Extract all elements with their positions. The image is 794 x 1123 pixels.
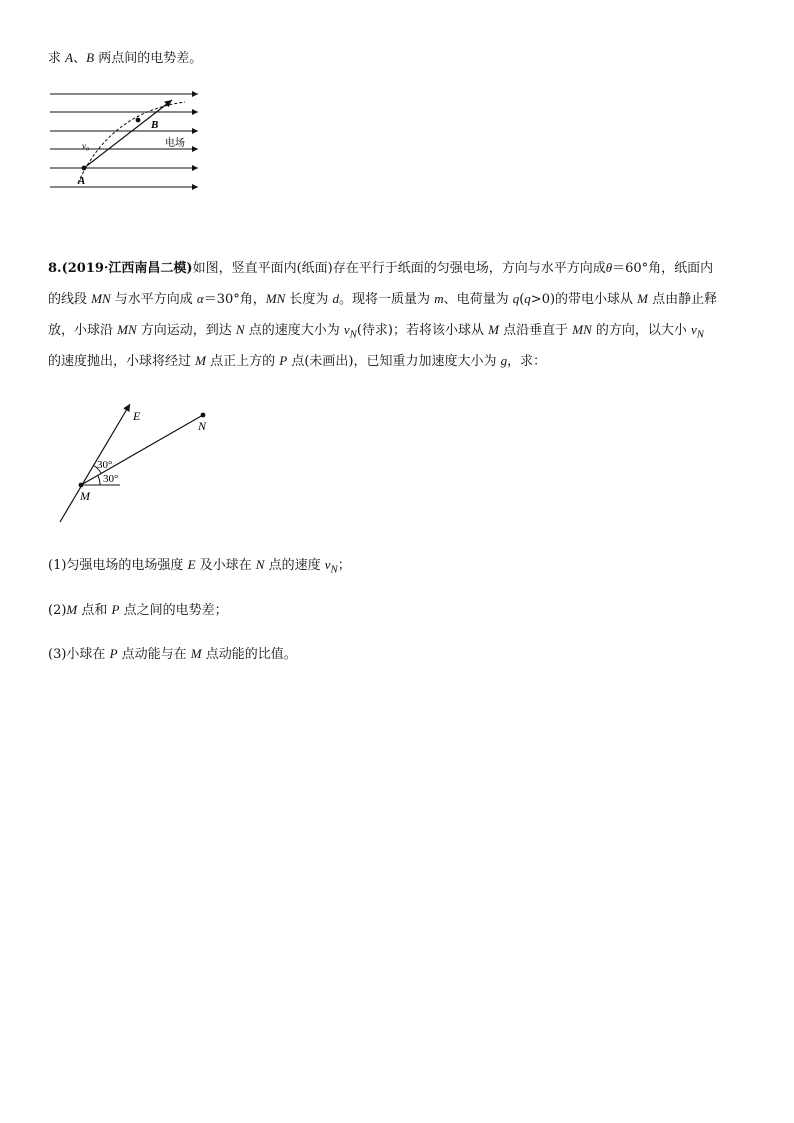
text-run: 点正上方的: [205, 354, 280, 369]
text-run: 的速度抛出，小球将经过: [48, 354, 196, 369]
label-a: A: [78, 175, 86, 187]
question-1: [48, 555, 351, 580]
text-run: ＝60°角，纸面内: [612, 261, 714, 276]
symbol-theta: θ: [605, 260, 613, 275]
text-run: (2): [48, 603, 67, 618]
text-run: 点之间的电势差；: [119, 603, 228, 618]
text-run: 、电荷量为: [443, 292, 513, 307]
symbol-p: P: [111, 602, 120, 617]
label-field: 电场: [165, 138, 185, 149]
point-n-dot: [201, 413, 206, 418]
text-run: 与水平方向成: [110, 292, 197, 307]
text-run: 放，小球沿: [48, 323, 118, 338]
point-a-ref: A: [65, 50, 74, 65]
text-run: (: [519, 292, 525, 307]
symbol-m-point: M: [66, 602, 78, 617]
text-run: 、: [73, 51, 87, 66]
text-run: 的线段: [48, 292, 92, 307]
problem-number: 8.: [48, 261, 62, 276]
text-run: 长度为: [285, 292, 333, 307]
symbol-m: m: [434, 291, 444, 306]
symbol-q: q: [512, 291, 520, 306]
symbol-m-point: M: [488, 322, 499, 337]
text-run: 。现将一质量为: [339, 292, 435, 307]
symbol-m-point: M: [190, 646, 202, 661]
symbol-q: q: [524, 291, 531, 306]
symbol-mn: MN: [572, 322, 592, 337]
problem-source: (2019·江西南昌二模): [61, 261, 193, 276]
symbol-n: N: [255, 557, 265, 572]
symbol-mn: MN: [91, 291, 111, 306]
symbol-v: v: [324, 557, 331, 572]
symbol-v: v: [691, 322, 697, 337]
text-run: 点的速度大小为: [244, 323, 344, 338]
text-run: 点动能与在: [117, 647, 191, 662]
text-run: 点由静止释: [648, 292, 718, 307]
text-run: >0)的带电小球从: [530, 292, 638, 307]
symbol-mn: MN: [117, 322, 137, 337]
text-run: 两点间的电势差。: [94, 51, 203, 66]
subscript-n: N: [349, 328, 357, 341]
text-run: 如图，竖直平面内(纸面)存在平行于纸面的匀强电场，方向与水平方向成: [192, 261, 606, 276]
subscript-n: N: [696, 328, 705, 341]
text-run: ，求：: [507, 354, 547, 369]
angle-arc-lower: [98, 476, 100, 485]
question-3: [48, 644, 297, 665]
text-run: 点沿垂直于: [498, 323, 573, 338]
symbol-v: v: [343, 322, 350, 337]
text-run: (1)匀强电场的电场强度: [48, 558, 188, 573]
angle-label-upper: 30°: [97, 459, 113, 471]
subscript-n: N: [330, 563, 338, 576]
symbol-mn: MN: [265, 291, 286, 306]
text-run: 求: [48, 51, 66, 66]
symbol-g: g: [500, 353, 508, 368]
label-e: E: [133, 409, 141, 423]
segment-mn: [81, 415, 203, 485]
text-run: 点和: [77, 603, 112, 618]
text-run: (待求)；若将该小球从: [356, 323, 489, 338]
text-run: 点的速度: [264, 558, 325, 573]
text-run: 方向运动，到达: [136, 323, 236, 338]
text-run: 点(未画出)，已知重力加速度大小为: [287, 354, 501, 369]
text-run: (3)小球在: [48, 647, 110, 662]
symbol-d: d: [332, 291, 340, 306]
question-2: [48, 600, 228, 621]
text-run: ；: [337, 558, 351, 573]
symbol-m-point: M: [195, 353, 206, 368]
text-run: 的方向，以大小: [591, 323, 692, 338]
label-m: M: [80, 489, 90, 503]
label-b: B: [151, 119, 159, 131]
symbol-n: N: [235, 322, 245, 337]
symbol-p: P: [279, 353, 288, 368]
symbol-e: E: [187, 557, 196, 572]
point-b-ref: B: [86, 50, 95, 65]
point-m-dot: [79, 483, 84, 488]
text-run: 点动能的比值。: [201, 647, 297, 662]
angle-label-lower: 30°: [103, 473, 119, 485]
symbol-alpha: α: [196, 291, 204, 306]
text-run: ＝30°角，: [203, 292, 266, 307]
label-n: N: [198, 419, 207, 433]
symbol-m-point: M: [637, 291, 649, 306]
label-v0: v₀: [82, 141, 90, 151]
text-run: 及小球在: [195, 558, 256, 573]
symbol-p: P: [109, 646, 118, 661]
